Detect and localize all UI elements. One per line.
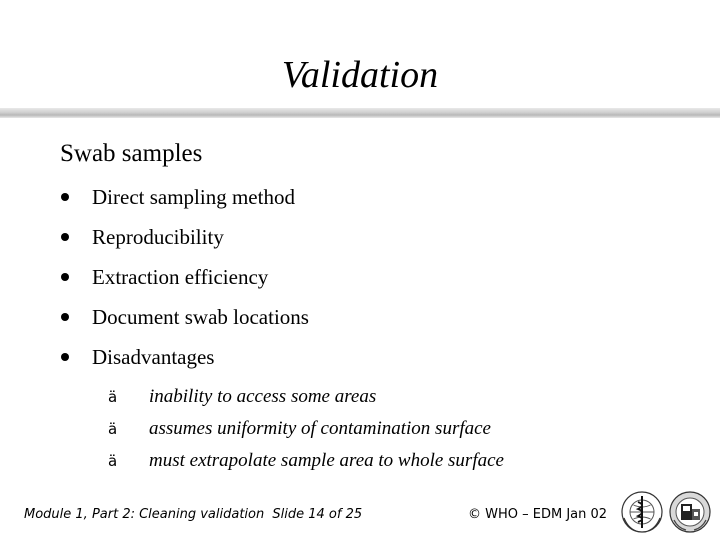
bullet-dot-icon bbox=[61, 313, 69, 321]
sub-bullet-text: inability to access some areas bbox=[149, 386, 377, 407]
sub-bullet-marker-icon: ä bbox=[108, 452, 118, 470]
bullet-text: Reproducibility bbox=[92, 225, 224, 249]
bullet-text: Extraction efficiency bbox=[92, 265, 269, 289]
bullet-text: Disadvantages bbox=[92, 345, 215, 369]
bullet-dot-icon bbox=[61, 273, 69, 281]
sub-bullet-marker-icon: ä bbox=[108, 420, 118, 438]
sub-bullet-text: assumes uniformity of contamination surface bbox=[149, 418, 491, 439]
bullet-dot-icon bbox=[61, 353, 69, 361]
bullet-dot-icon bbox=[61, 233, 69, 241]
footer-copyright: © WHO – EDM Jan 02 bbox=[468, 507, 608, 522]
bullet-dot-icon bbox=[61, 193, 69, 201]
sub-bullet-text: must extrapolate sample area to whole surface bbox=[149, 450, 504, 471]
sub-bullet-marker-icon: ä bbox=[108, 388, 118, 406]
footer-module bbox=[24, 505, 366, 525]
title-divider bbox=[0, 108, 720, 118]
who-emblem-icon bbox=[620, 490, 664, 534]
edm-emblem-icon bbox=[668, 490, 712, 534]
bullet-text: Direct sampling method bbox=[92, 185, 295, 209]
slide-title: Validation bbox=[281, 54, 439, 96]
footer-slide-number: Slide 14 of 25 bbox=[272, 507, 363, 522]
bullet-text: Document swab locations bbox=[92, 305, 309, 329]
slide-subtitle: Swab samples bbox=[60, 140, 203, 167]
footer-module-text: Module 1, Part 2: Cleaning validation bbox=[24, 507, 265, 522]
